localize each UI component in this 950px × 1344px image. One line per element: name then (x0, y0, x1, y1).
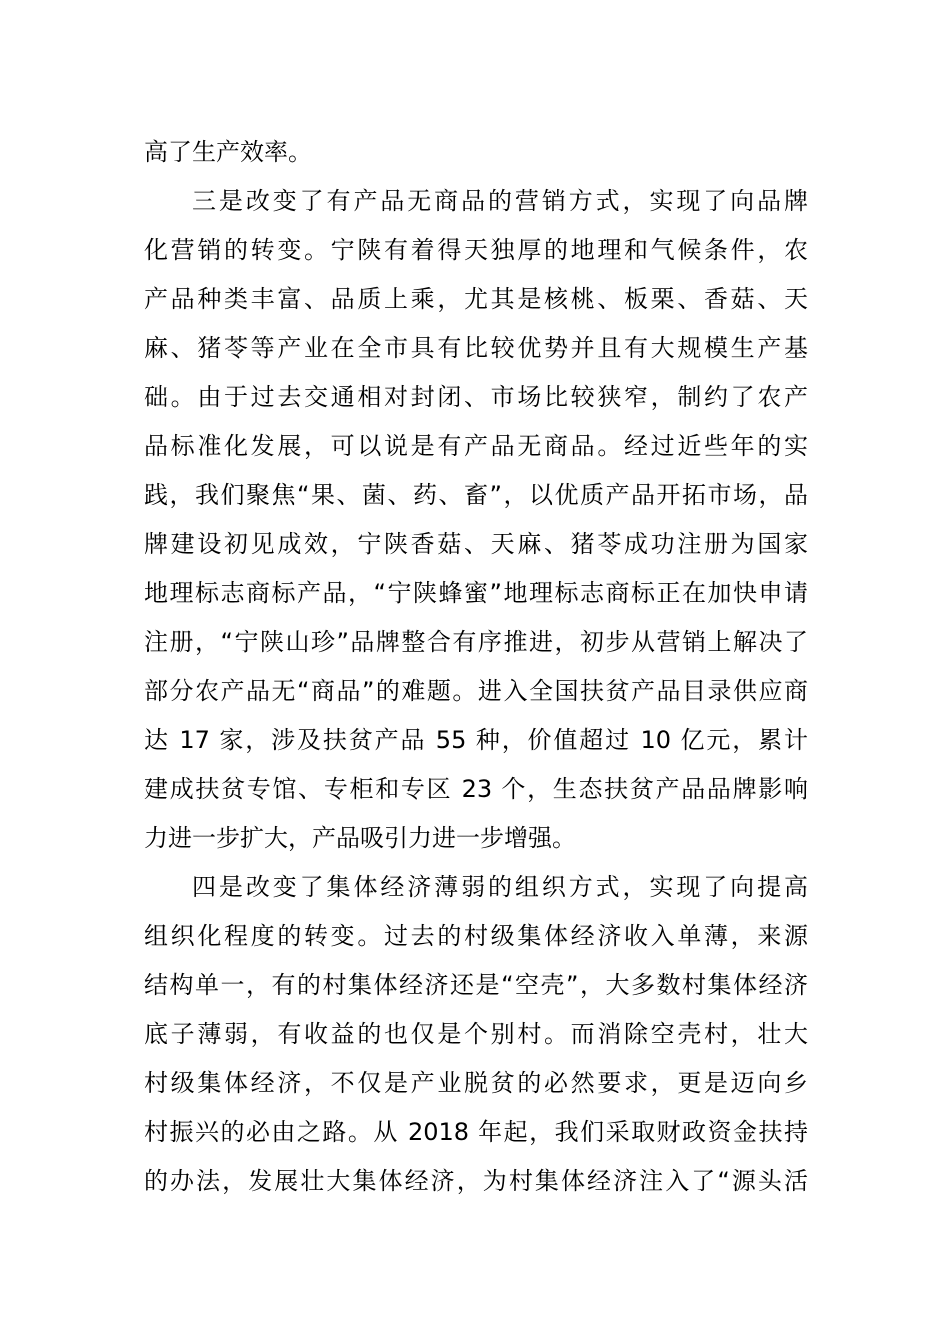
text-line: 结构单一，有的村集体经济还是“空壳”，大多数村集体经济 (144, 971, 808, 999)
text-line: 村振兴的必由之路。从 2018 年起，我们采取财政资金扶持 (144, 1118, 808, 1146)
text-line: 产品种类丰富、品质上乘，尤其是核桃、板栗、香菇、天 (144, 285, 808, 313)
body-text (144, 128, 808, 1206)
text-line: 牌建设初见成效，宁陕香菇、天麻、猪苓成功注册为国家 (144, 530, 808, 558)
text-line: 高了生产效率。 (144, 138, 312, 166)
paragraph-start-line: 三是改变了有产品无商品的营销方式，实现了向品牌 (192, 187, 808, 215)
paragraph-start-line: 四是改变了集体经济薄弱的组织方式，实现了向提高 (192, 873, 808, 901)
text-line: 地理标志商标产品，“宁陕蜂蜜”地理标志商标正在加快申请 (144, 579, 808, 607)
text-line: 组织化程度的转变。过去的村级集体经济收入单薄，来源 (144, 922, 808, 950)
text-line: 础。由于过去交通相对封闭、市场比较狭窄，制约了农产 (144, 383, 808, 411)
text-line: 达 17 家，涉及扶贫产品 55 种，价值超过 10 亿元，累计 (144, 726, 808, 754)
text-line: 注册，“宁陕山珍”品牌整合有序推进，初步从营销上解决了 (144, 628, 808, 656)
text-line: 底子薄弱，有收益的也仅是个别村。而消除空壳村，壮大 (144, 1020, 808, 1048)
text-line: 品标准化发展，可以说是有产品无商品。经过近些年的实 (144, 432, 808, 460)
text-line: 化营销的转变。宁陕有着得天独厚的地理和气候条件，农 (144, 236, 808, 264)
text-line: 麻、猪苓等产业在全市具有比较优势并且有大规模生产基 (144, 334, 808, 362)
text-line: 践，我们聚焦“果、菌、药、畜”，以优质产品开拓市场，品 (144, 481, 808, 509)
text-line: 部分农产品无“商品”的难题。进入全国扶贫产品目录供应商 (144, 677, 808, 705)
text-line: 的办法，发展壮大集体经济，为村集体经济注入了“源头活 (144, 1167, 808, 1195)
text-line: 建成扶贫专馆、专柜和专区 23 个，生态扶贫产品品牌影响 (144, 775, 808, 803)
text-line: 村级集体经济，不仅是产业脱贫的必然要求，更是迈向乡 (144, 1069, 808, 1097)
text-line: 力进一步扩大，产品吸引力进一步增强。 (144, 824, 576, 852)
